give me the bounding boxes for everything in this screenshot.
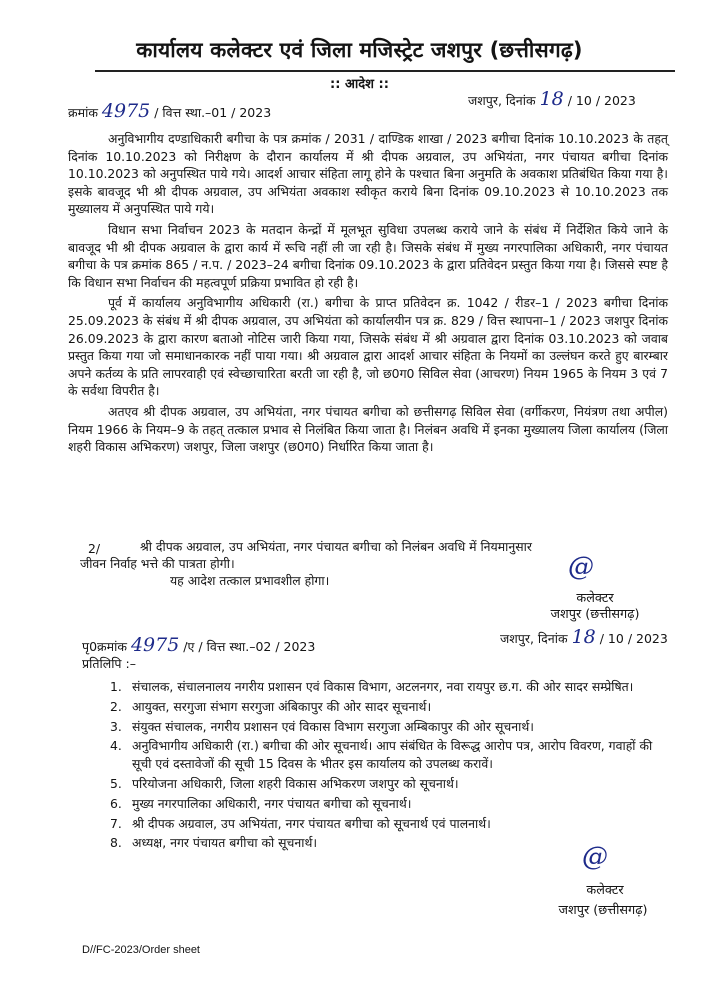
ref-day-handwritten: 18 (539, 88, 564, 110)
copy-item (110, 678, 670, 696)
copy-item-text: संचालक, संचालनालय नगरीय प्रशासन एवं विकास विभाग, अटलनगर, नवा रायपुर छ.ग. की ओर सादर सम्प्रेषित। (132, 679, 634, 694)
title-underline (95, 70, 675, 72)
order-heading: :: आदेश :: (330, 77, 389, 92)
copy-item (110, 718, 670, 736)
copy-item (110, 698, 670, 716)
signature-1-place: जशपुर (छत्तीसगढ़) (550, 607, 640, 622)
copy-item-text: मुख्य नगरपालिका अधिकारी, नगर पंचायत बगीचा को सूचनार्थ। (132, 795, 412, 811)
copy-item-number: 8. (110, 835, 122, 851)
copy-item-text: श्री दीपक अग्रवाल, उप अभियंता, नगर पंचायत बगीचा को सूचनार्थ एवं पालनार्थ। (132, 815, 491, 831)
signature-1-date-label: जशपुर, दिनांक (500, 631, 568, 646)
endorsement-line (82, 634, 315, 656)
signature-1-date-suffix: / 10 / 2023 (599, 631, 668, 646)
paragraph-5-marker: 2/ (88, 541, 101, 556)
copy-item-text: अध्यक्ष, नगर पंचायत बगीचा को सूचनार्थ। (132, 835, 318, 851)
paragraph-1: अनुविभागीय दण्डाधिकारी बगीचा के पत्र क्रमांक / 2031 / दाण्डिक शाखा / 2023 बगीचा दिनांक 10.10.2023 के तहत् दिनांक 10.10.2023 को निरीक्षण के दौरान कार्यालय में श्री दीपक अग्रवाल, उप अभियंता, नगर पंचायत बगीचा दिनांक 10.10.2023 को अनुपस्थित पाये गये। आदर्श आचार संहिता लागू होने के पश्चात बिना अनुमति के अवकाश प्रतिबंधित किया गया है। इसके बावजूद भी श्री दीपक अग्रवाल, उप अभियंता अवकाश स्वीकृत कराये बिना दिनांक 09.10.2023 से 10.10.2023 तक मुख्यालय में अनुपस्थित पाये गये। (68, 131, 668, 217)
copy-item-number: 2. (110, 698, 122, 714)
signature-2-title: कलेक्टर (586, 883, 624, 898)
signature-mark-1: @ (568, 552, 594, 582)
ref-date-label: जशपुर, दिनांक (468, 93, 536, 108)
office-title: कार्यालय कलेक्टर एवं जिला मजिस्ट्रेट जशपुर (छत्तीसगढ़) (136, 38, 583, 62)
copy-item (110, 815, 670, 833)
copy-item-text: संयुक्त संचालक, नगरीय प्रशासन एवं विकास विभाग सरगुजा अम्बिकापुर की ओर सूचनार्थ। (132, 718, 534, 734)
ref-label: क्रमांक (68, 105, 98, 120)
endorsement-suffix: /ए / वित्त स्था.–02 / 2023 (183, 639, 316, 654)
copy-item-number: 5. (110, 775, 122, 791)
ref-suffix: / वित्त स्था.–01 / 2023 (154, 105, 272, 120)
copy-heading: प्रतिलिपि :– (82, 656, 136, 671)
ref-line (68, 100, 271, 122)
paragraph-2: विधान सभा निर्वाचन 2023 के मतदान केन्द्रों में मूलभूत सुविधा उपलब्ध कराये जाने के संबंध में निर्देशित किये जाने के बावजूद भी श्री दीपक अग्रवाल के द्वारा कार्य में रूचि नहीं ली जा रही है। जिसके संबंध में मुख्य नगरपालिका अधिकारी, नगर पंचायत बगीचा के पत्र क्रमांक 865 / न.प. / 2023–24 बगीचा दिनांक 09.10.2023 के द्वारा प्रतिवेदन प्रस्तुत किया गया है। जिससे स्पष्ट है कि विधान सभा निर्वाचन की महत्वपूर्ण प्रक्रिया प्रभावित हो रही है। (68, 221, 668, 290)
copy-item-text: परियोजना अधिकारी, जिला शहरी विकास अभिकरण जशपुर को सूचनार्थ। (132, 775, 459, 791)
copy-list (110, 678, 670, 854)
copy-item-number: 7. (110, 815, 122, 831)
signature-2-place: जशपुर (छत्तीसगढ़) (558, 903, 648, 918)
copy-item-number: 4. (110, 738, 122, 754)
ref-number-handwritten: 4975 (101, 100, 151, 122)
paragraph-5-line-2: जीवन निर्वाह भत्ते की पात्रता होगी। (80, 556, 235, 571)
copy-item-text: आयुक्त, सरगुजा संभाग सरगुजा अंबिकापुर की ओर सादर सूचनार्थ। (132, 698, 432, 714)
signature-1-title: कलेक्टर (576, 591, 614, 606)
copy-item (110, 775, 670, 793)
order-body (68, 130, 668, 456)
paragraph-5-line-1: श्री दीपक अग्रवाल, उप अभियंता, नगर पंचायत बगीचा को निलंबन अवधि में नियमानुसार (140, 539, 532, 554)
signature-1-date (500, 626, 668, 648)
effect-line: यह आदेश तत्काल प्रभावशील होगा। (170, 573, 330, 588)
copy-item-number: 6. (110, 795, 122, 811)
endorsement-label: पृ0क्रमांक (82, 639, 127, 654)
signature-1-day-handwritten: 18 (571, 626, 596, 648)
paragraph-4: अतएव श्री दीपक अग्रवाल, उप अभियंता, नगर पंचायत बगीचा को छत्तीसगढ़ सिविल सेवा (वर्गीकरण, नियंत्रण तथा अपील) नियम 1966 के नियम–9 के तहत् तत्काल प्रभाव से निलंबित किया जाता है। निलंबन अवधि में इनका मुख्यालय जिला कार्यालय (जिला शहरी विकास अभिकरण) जशपुर, जिला जशपुर (छ0ग0) निर्धारित किया जाता है। (68, 403, 668, 455)
copy-item-number: 3. (110, 718, 122, 734)
endorsement-number-handwritten: 4975 (130, 634, 180, 656)
signature-mark-2: @ (582, 842, 608, 872)
ref-date-suffix: / 10 / 2023 (567, 93, 636, 108)
copy-item-number: 1. (110, 679, 122, 694)
footer-code: D//FC-2023/Order sheet (82, 944, 200, 956)
ref-date (468, 88, 636, 110)
copy-item-text: अनुविभागीय अधिकारी (रा.) बगीचा की ओर सूचनार्थ। आप संबंधित के विरूद्ध आरोप पत्र, आरोप विवरण, गवाहों की सूची एवं दस्तावेजों की सूची 15 दिवस के भीतर इस कार्यालय को उपलब्ध करावें। (132, 738, 653, 772)
copy-item (110, 737, 670, 773)
paragraph-3: पूर्व में कार्यालय अनुविभागीय अधिकारी (रा.) बगीचा के प्राप्त प्रतिवेदन क्र. 1042 / रीडर–1 / 2023 बगीचा दिनांक 25.09.2023 के संबंध में श्री दीपक अग्रवाल, उप अभियंता को कार्यालयीन पत्र क्र. 829 / वित्त स्थापना–1 / 2023 जशपुर दिनांक 26.09.2023 के द्वारा कारण बताओ नोटिस जारी किया गया, जिसके संबंध में श्री अग्रवाल द्वारा दिनांक 03.10.2023 को जवाब प्रस्तुत किया गया जो समाधानकारक नहीं पाया गया। श्री अग्रवाल द्वारा आदर्श आचार संहिता के नियमों का उल्लंघन करते हुए बारम्बार अपने कर्तव्य के प्रति लापरवाही एवं स्वेच्छाचारिता बरती जा रही है, जो छ0ग0 सिविल सेवा (आचरण) नियम 1965 के नियम 3 एवं 7 के सर्वथा विपरीत है। (68, 295, 668, 399)
copy-item (110, 795, 670, 813)
